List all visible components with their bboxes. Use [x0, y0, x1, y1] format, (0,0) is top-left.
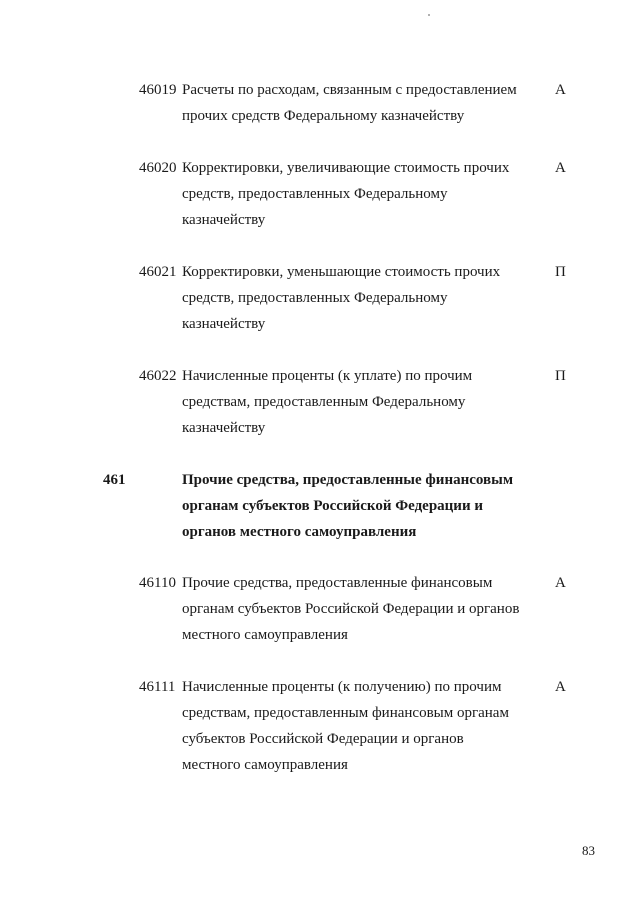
account-type: А — [555, 679, 566, 695]
account-type: А — [555, 160, 566, 176]
account-type: П — [555, 264, 566, 280]
section-title-line: органов местного самоуправления — [182, 524, 417, 540]
description-line: Начисленные проценты (к уплате) по прочим — [182, 368, 473, 384]
account-type: А — [555, 575, 566, 591]
account-code: 46022 — [139, 368, 177, 384]
account-code: 46111 — [139, 679, 176, 695]
description-line: средствам, предоставленным Федеральному — [182, 394, 466, 410]
account-description — [182, 155, 542, 233]
section-title-line: органам субъектов Российской Федерации и — [182, 498, 483, 514]
description-line: средств, предоставленных Федеральному — [182, 186, 448, 202]
description-line: Прочие средства, предоставленные финансовым — [182, 575, 493, 591]
account-description — [182, 674, 542, 778]
page-number: 83 — [582, 843, 595, 858]
description-line: Корректировки, уменьшающие стоимость прочих — [182, 264, 501, 280]
section-title — [182, 467, 542, 545]
description-line: Начисленные проценты (к получению) по прочим — [182, 679, 502, 695]
account-description — [182, 363, 542, 441]
account-description — [182, 77, 542, 129]
description-line: казначейству — [182, 420, 266, 436]
description-line: субъектов Российской Федерации и органов — [182, 731, 464, 747]
account-code: 46021 — [139, 264, 177, 280]
description-line: органам субъектов Российской Федерации и органов — [182, 601, 520, 617]
account-description — [182, 570, 542, 648]
account-type: П — [555, 368, 566, 384]
description-line: Расчеты по расходам, связанным с предоставлением — [182, 82, 517, 98]
account-type: А — [555, 82, 566, 98]
scan-speck — [428, 14, 430, 16]
section-code: 461 — [103, 472, 126, 488]
description-line: прочих средств Федеральному казначейству — [182, 108, 465, 124]
description-line: средствам, предоставленным финансовым органам — [182, 705, 509, 721]
description-line: Корректировки, увеличивающие стоимость прочих — [182, 160, 510, 176]
section-title-line: Прочие средства, предоставленные финансовым — [182, 472, 514, 488]
account-code: 46020 — [139, 160, 177, 176]
account-description — [182, 259, 542, 337]
account-code: 46019 — [139, 82, 177, 98]
description-line: местного самоуправления — [182, 757, 348, 773]
description-line: средств, предоставленных Федеральному — [182, 290, 448, 306]
description-line: местного самоуправления — [182, 627, 348, 643]
description-line: казначейству — [182, 316, 266, 332]
account-code: 46110 — [139, 575, 176, 591]
description-line: казначейству — [182, 212, 266, 228]
